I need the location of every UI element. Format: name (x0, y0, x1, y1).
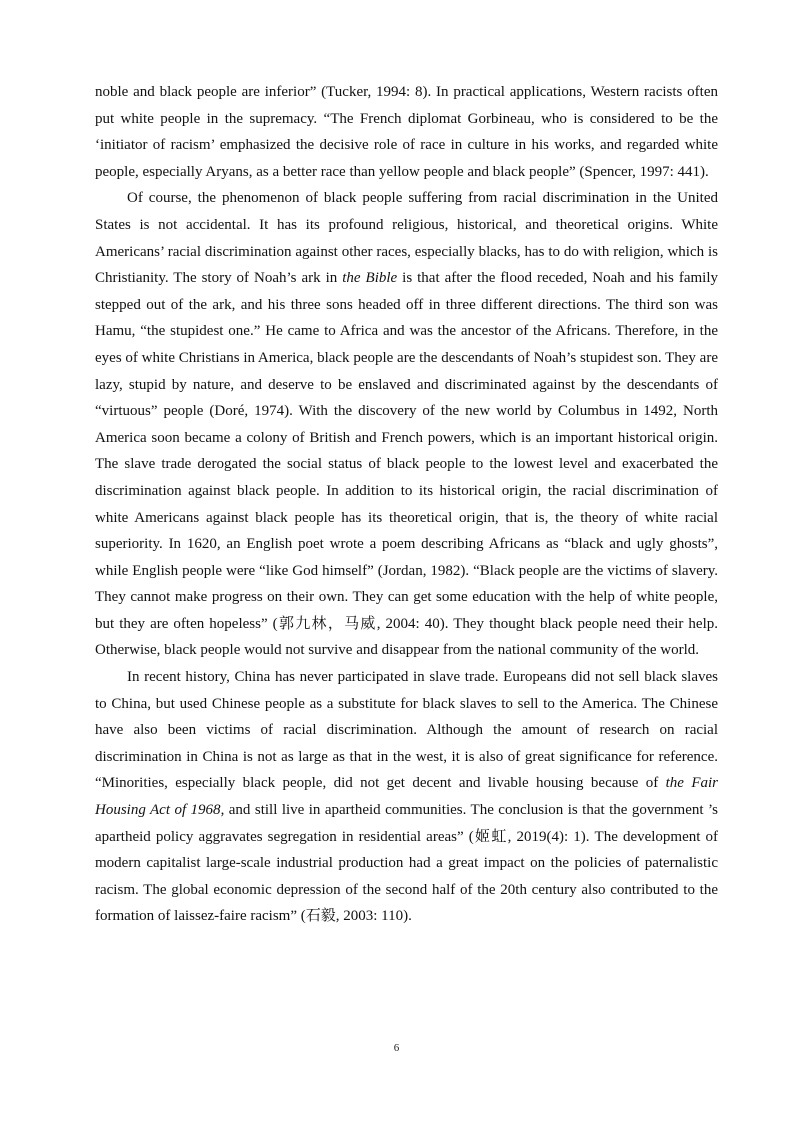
body-paragraph (95, 79, 718, 185)
paragraph-text: is that after the flood receded, Noah and his family stepped out of the ark, and his three sons headed off in three different directions. The third son was Hamu, “the stupidest one.” He came to Africa and was the ancestor of the Africans. Therefore, in the eyes of white Christians in America, black people are the descendants of Noah’s stupidest son. They are lazy, stupid by nature, and deserve to be enslaved and discriminated against by the descendants of “virtuous” people (Doré, 1974). With the discovery of the new world by Columbus in 1492, North America soon became a colony of British and French powers, which is an important historical origin. The slave trade derogated the social status of black people to the lowest level and exacerbated the discrimination against black people. In addition to its historical origin, the racial discrimination of white Americans against black people has its theoretical origin, that is, the theory of white racial superiority. In 1620, an English poet wrote a poem describing Africans as “black and ugly ghosts”, while English people were “like God himself” (Jordan, 1982). “Black people are the victims of slavery. They cannot make progress on their own. They can get some education with the help of white people, but they are often hopeless” (郭九林，马威, 2004: 40). They thought black people need their help. Otherwise, black people would not survive and disappear from the national community of the world. (95, 270, 718, 659)
body-paragraph (95, 664, 718, 930)
paragraph-text: noble and black people are inferior” (Tucker, 1994: 8). In practical applications, Western racists often put white people in the supremacy. “The French diplomat Gorbineau, who is considered to be the ‘initiator of racism’ emphasized the decisive role of race in culture in his works, and regarded white people, especially Aryans, as a better race than yellow people and black people” (Spencer, 1997: 441). (95, 84, 718, 180)
paragraph-text: In recent history, China has never participated in slave trade. Europeans did not sell black slaves to China, but used Chinese people as a substitute for black slaves to sell to the America. The Chinese have also been victims of racial discrimination. Although the amount of research on racial discrimination in China is not as large as that in the west, it is also of great significance for reference. “Minorities, especially black people, did not get decent and livable housing because of (95, 669, 718, 792)
page-number: 6 (393, 1042, 400, 1054)
body-paragraph (95, 185, 718, 664)
italic-title: the Fair Housing Act of 1968 (95, 775, 718, 819)
body-text (95, 79, 718, 930)
italic-title: the Bible (342, 270, 398, 287)
paragraph-text: Of course, the phenomenon of black people suffering from racial discrimination in the United States is not accidental. It has its profound religious, historical, and theoretical origins. White Americans’ racial discrimination against other races, especially blacks, has to do with religion, which is Christianity. The story of Noah’s ark in (95, 190, 718, 287)
paragraph-text: , and still live in apartheid communities. The conclusion is that the government ’s apartheid policy aggravates segregation in residential areas” (姬虹, 2019(4): 1). The development of modern capitalist large-scale industrial production had a great impact on the policies of paternalistic racism. The global economic depression of the second half of the 20th century also contributed to the formation of laissez-faire racism” (石毅, 2003: 110). (95, 802, 718, 925)
